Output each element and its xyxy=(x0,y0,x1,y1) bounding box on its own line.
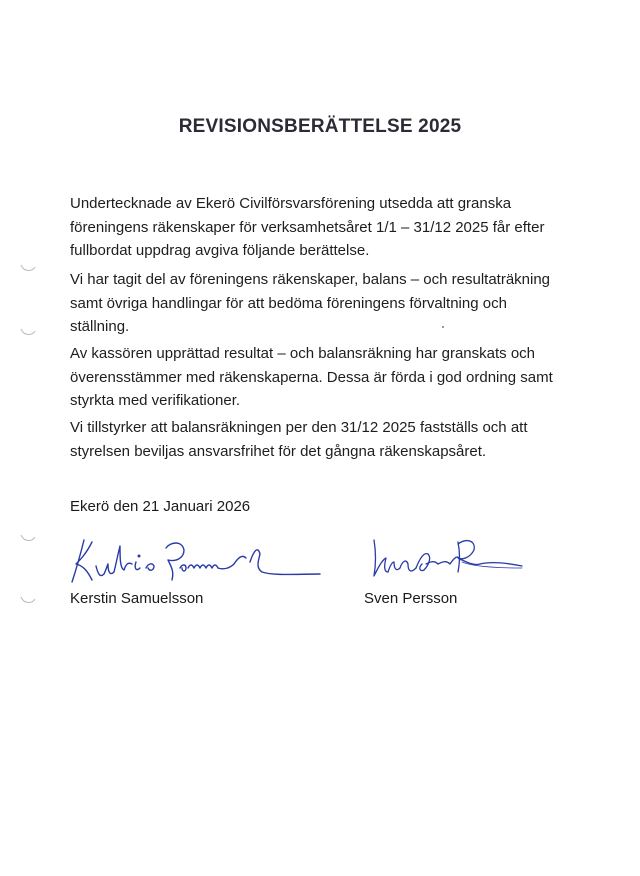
paper-speck xyxy=(442,326,444,328)
binder-hole-icon xyxy=(18,262,38,276)
paragraph-review: Vi har tagit del av föreningens räkenskaper, balans – och resultaträkning samt övriga handlingar för att bedöma föreningens förvaltning och ställning. xyxy=(70,271,551,335)
paragraph-findings: Av kassören upprättad resultat – och balansräkning har granskats och överensstämmer med räkenskaperna. Dessa är förda i god ordning samt styrkta med verifikationer. xyxy=(70,345,553,409)
binder-hole-icon xyxy=(18,326,38,340)
binder-hole-icon xyxy=(18,594,38,608)
binder-hole-icon xyxy=(18,532,38,546)
document-title: REVISIONSBERÄTTELSE 2025 xyxy=(178,116,462,137)
signatory-name-sven: Sven Persson xyxy=(364,590,458,607)
paragraph-intro: Undertecknade av Ekerö Civilförsvarsförening utsedda att granska föreningens räkenskaper för verksamhetsåret 1/1 – 31/12 2025 får efter fullbordat uppdrag avgiva följande berättelse. xyxy=(70,195,545,259)
place-date: Ekerö den 21 Januari 2026 xyxy=(70,498,251,515)
signature-sven-icon xyxy=(362,532,527,582)
paragraph-recommendation: Vi tillstyrker att balansräkningen per den 31/12 2025 fastställs och att styrelsen beviljas ansvarsfrihet för det gångna räkenskapsåret. xyxy=(70,419,528,460)
signature-kerstin-icon xyxy=(62,528,327,588)
signatory-name-kerstin: Kerstin Samuelsson xyxy=(70,590,204,607)
